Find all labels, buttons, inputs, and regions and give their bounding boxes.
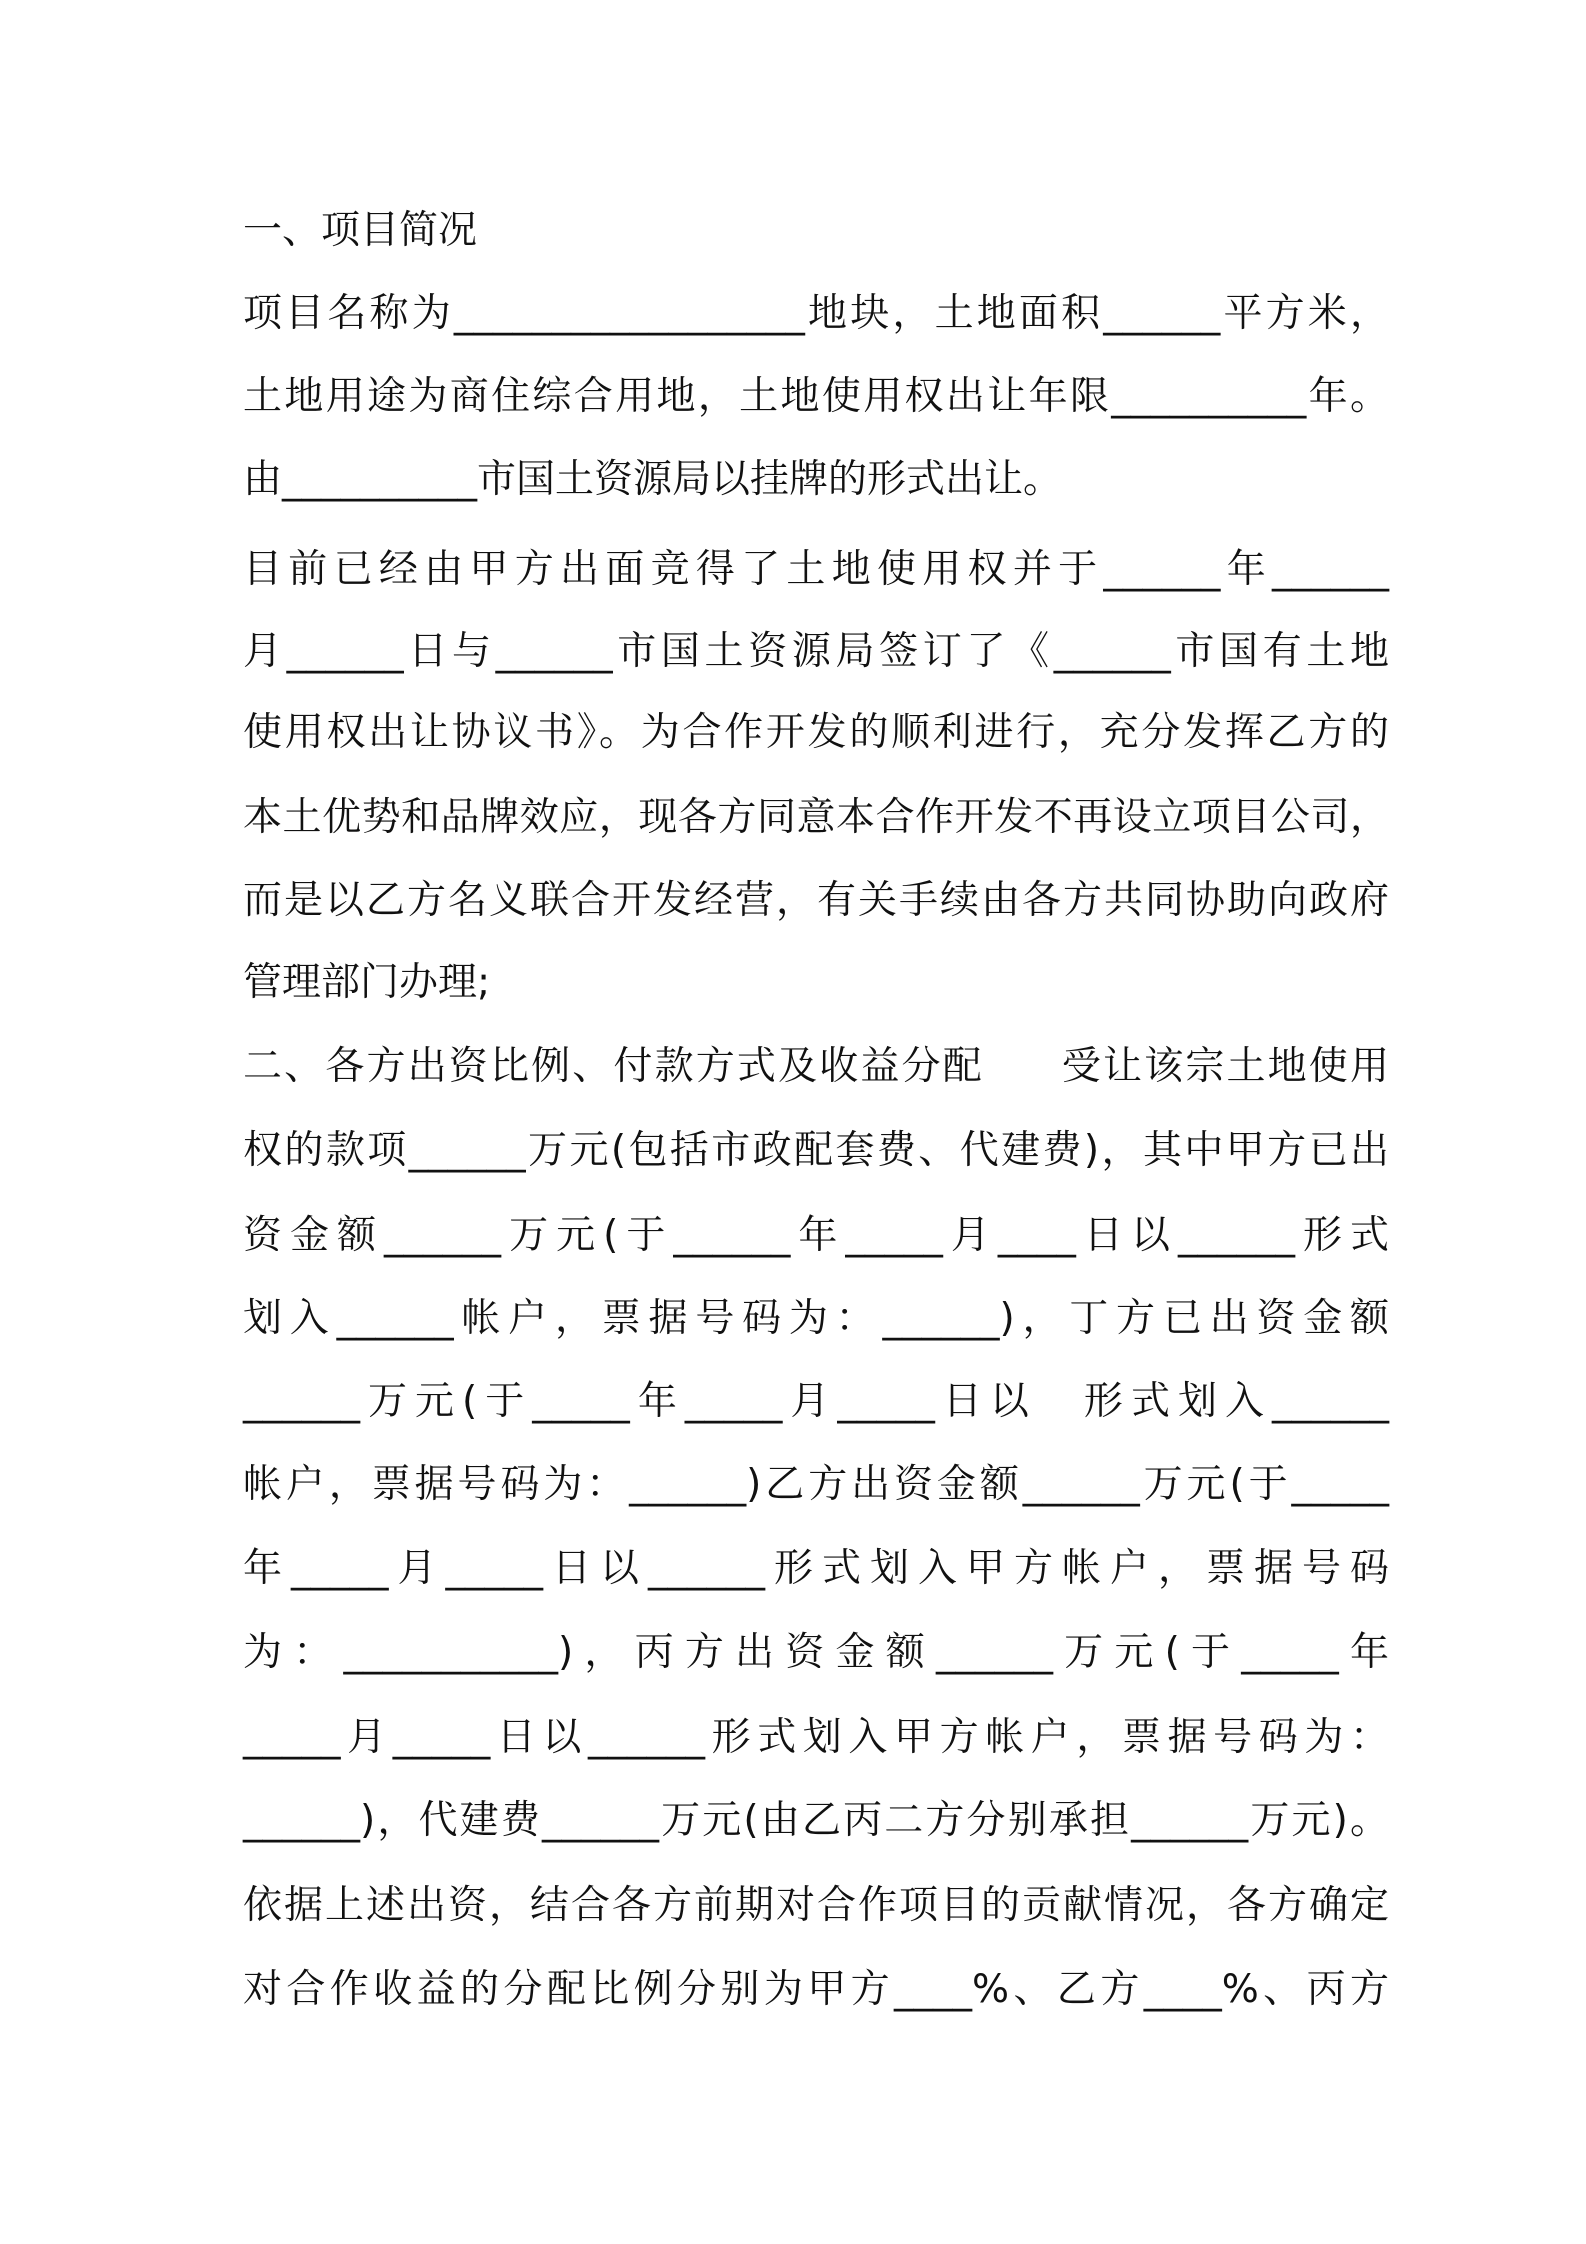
text-line: 对合作收益的分配比例分别为甲方____%、乙方____%、丙方 <box>243 1967 1389 2012</box>
text-line: 年_____月_____日以______形式划入甲方帐户，票据号码 <box>243 1546 1389 1591</box>
text-line: 帐户，票据号码为：______)乙方出资金额______万元(于_____ <box>243 1462 1389 1507</box>
section-heading-line <box>243 1037 1389 1097</box>
text-line: 月______日与______市国土资源局签订了《______市国有土地 <box>243 629 1389 674</box>
section-heading: 一、项目简况 <box>243 208 478 253</box>
text-line-continuation: 受让该宗土地使用 <box>1061 1044 1389 1089</box>
text-line: 为：___________)，丙方出资金额______万元(于_____年 <box>243 1630 1389 1675</box>
text-line: 划入______帐户，票据号码为：______)，丁方已出资金额 <box>243 1296 1389 1341</box>
text-line: ______万元(于_____年_____月_____日以 形式划入______ <box>243 1379 1389 1424</box>
text-line: 权的款项______万元(包括市政配套费、代建费)，其中甲方已出 <box>243 1128 1389 1173</box>
text-line: 土地用途为商住综合用地，土地使用权出让年限__________年。 <box>243 374 1389 419</box>
text-line: 资金额______万元(于______年_____月____日以______形式 <box>243 1213 1389 1258</box>
text-line: 由__________市国土资源局以挂牌的形式出让。 <box>243 457 1063 502</box>
text-line: 使用权出让协议书》。为合作开发的顺利进行，充分发挥乙方的 <box>243 710 1389 755</box>
text-line: _____月_____日以______形式划入甲方帐户，票据号码为： <box>243 1715 1389 1760</box>
text-line: 本土优势和品牌效应，现各方同意本合作开发不再设立项目公司， <box>243 795 1389 840</box>
text-line: 目前已经由甲方出面竞得了土地使用权并于______年______ <box>243 547 1389 592</box>
text-line: 而是以乙方名义联合开发经营，有关手续由各方共同协助向政府 <box>243 878 1389 923</box>
section-heading: 二、各方出资比例、付款方式及收益分配 <box>243 1044 984 1089</box>
text-line: 项目名称为__________________地块，土地面积______平方米， <box>243 291 1389 336</box>
text-line: 管理部门办理; <box>243 960 491 1005</box>
text-line: ______)，代建费______万元(由乙丙二方分别承担______万元)。 <box>243 1798 1389 1843</box>
text-line: 依据上述出资，结合各方前期对合作项目的贡献情况，各方确定 <box>243 1883 1389 1928</box>
